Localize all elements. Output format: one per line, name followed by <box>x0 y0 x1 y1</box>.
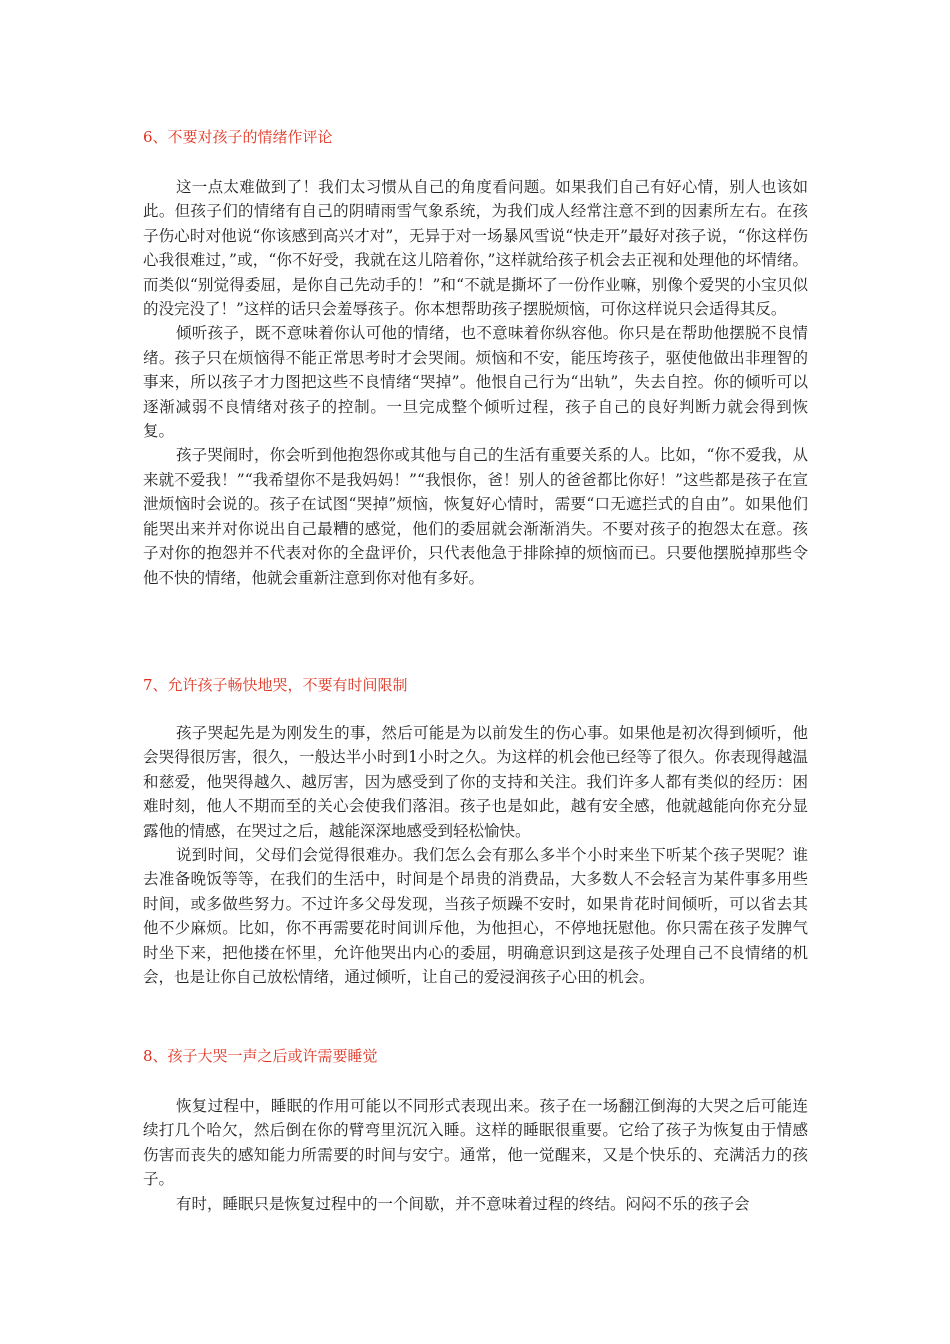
section-body-8 <box>143 1094 808 1216</box>
paragraph: 孩子哭起先是为刚发生的事，然后可能是为以前发生的伤心事。如果他是初次得到倾听，他会哭得很厉害，很久，一般达半小时到1小时之久。为这样的机会他已经等了很久。你表现得越温和慈爱，他哭得越久、越厉害，因为感受到了你的支持和关注。我们许多人都有类似的经历：困难时刻，他人不期而至的关心会使我们落泪。孩子也是如此，越有安全感，他就越能向你充分显露他的情感，在哭过之后，越能深深地感受到轻松愉快。 <box>143 724 808 840</box>
section-body-6 <box>143 175 808 590</box>
paragraph: 说到时间，父母们会觉得很难办。我们怎么会有那么多半个小时来坐下听某个孩子哭呢？谁去准备晚饭等等，在我们的生活中，时间是个昂贵的消费品，大多数人不会轻言为某件事多用些时间，或多做些努力。不过许多父母发现，当孩子烦躁不安时，如果肯花时间倾听，可以省去其他不少麻烦。比如，你不再需要花时间训斥他，为他担心，不停地抚慰他。你只需在孩子发脾气时坐下来，把他搂在怀里，允许他哭出内心的委屈，明确意识到这是孩子处理自己不良情绪的机会，也是让你自己放松情绪，通过倾听，让自己的爱浸润孩子心田的机会。 <box>143 846 808 987</box>
paragraph: 这一点太难做到了！我们太习惯从自己的角度看问题。如果我们自己有好心情，别人也该如此。但孩子们的情绪有自己的阴晴雨雪气象系统，为我们成人经常注意不到的因素所左右。在孩子伤心时对他说“你该感到高兴才对”，无异于对一场暴风雪说“快走开”最好对孩子说，“你这样伤心我很难过，”或，“你不好受，我就在这儿陪着你，”这样就给孩子机会去正视和处理他的坏情绪。而类似“别觉得委屈，是你自己先动手的！”和“不就是撕坏了一份作业嘛，别像个爱哭的小宝贝似的没完没了！”这样的话只会羞辱孩子。你本想帮助孩子摆脱烦恼，可你这样说只会适得其反。 <box>143 178 808 319</box>
section-heading-8: 8、孩子大哭一声之后或许需要睡觉 <box>143 1047 378 1065</box>
section-heading-7: 7、允许孩子畅快地哭，不要有时间限制 <box>143 676 408 694</box>
section-body-7 <box>143 721 808 989</box>
paragraph: 有时，睡眠只是恢复过程中的一个间歇，并不意味着过程的终结。闷闷不乐的孩子会 <box>176 1194 750 1213</box>
paragraph: 恢复过程中，睡眠的作用可能以不同形式表现出来。孩子在一场翻江倒海的大哭之后可能连续打几个哈欠，然后倒在你的臂弯里沉沉入睡。这样的睡眠很重要。它给了孩子为恢复由于情感伤害而丧失的感知能力所需要的时间与安宁。通常，他一觉醒来，又是个快乐的、充满活力的孩子。 <box>143 1097 808 1189</box>
paragraph: 倾听孩子，既不意味着你认可他的情绪，也不意味着你纵容他。你只是在帮助他摆脱不良情绪。孩子只在烦恼得不能正常思考时才会哭闹。烦恼和不安，能压垮孩子，驱使他做出非理智的事来，所以孩子才力图把这些不良情绪“哭掉”。他恨自己行为“出轨”，失去自控。你的倾听可以逐渐减弱不良情绪对孩子的控制。一旦完成整个倾听过程，孩子自己的良好判断力就会得到恢复。 <box>143 324 808 441</box>
paragraph: 孩子哭闹时，你会听到他抱怨你或其他与自己的生活有重要关系的人。比如，“你不爱我，从来就不爱我！”“我希望你不是我妈妈！”“我恨你，爸！别人的爸爸都比你好！”这些都是孩子在宣泄烦恼时会说的。孩子在试图“哭掉”烦恼，恢复好心情时，需要“口无遮拦式的自由”。如果他们能哭出来并对你说出自己最糟的感觉，他们的委屈就会渐渐消失。不要对孩子的抱怨太在意。孩子对你的抱怨并不代表对你的全盘评价，只代表他急于排除掉的烦恼而已。只要他摆脱掉那些令他不快的情绪，他就会重新注意到你对他有多好。 <box>143 446 808 587</box>
section-heading-6: 6、不要对孩子的情绪作评论 <box>143 128 333 146</box>
